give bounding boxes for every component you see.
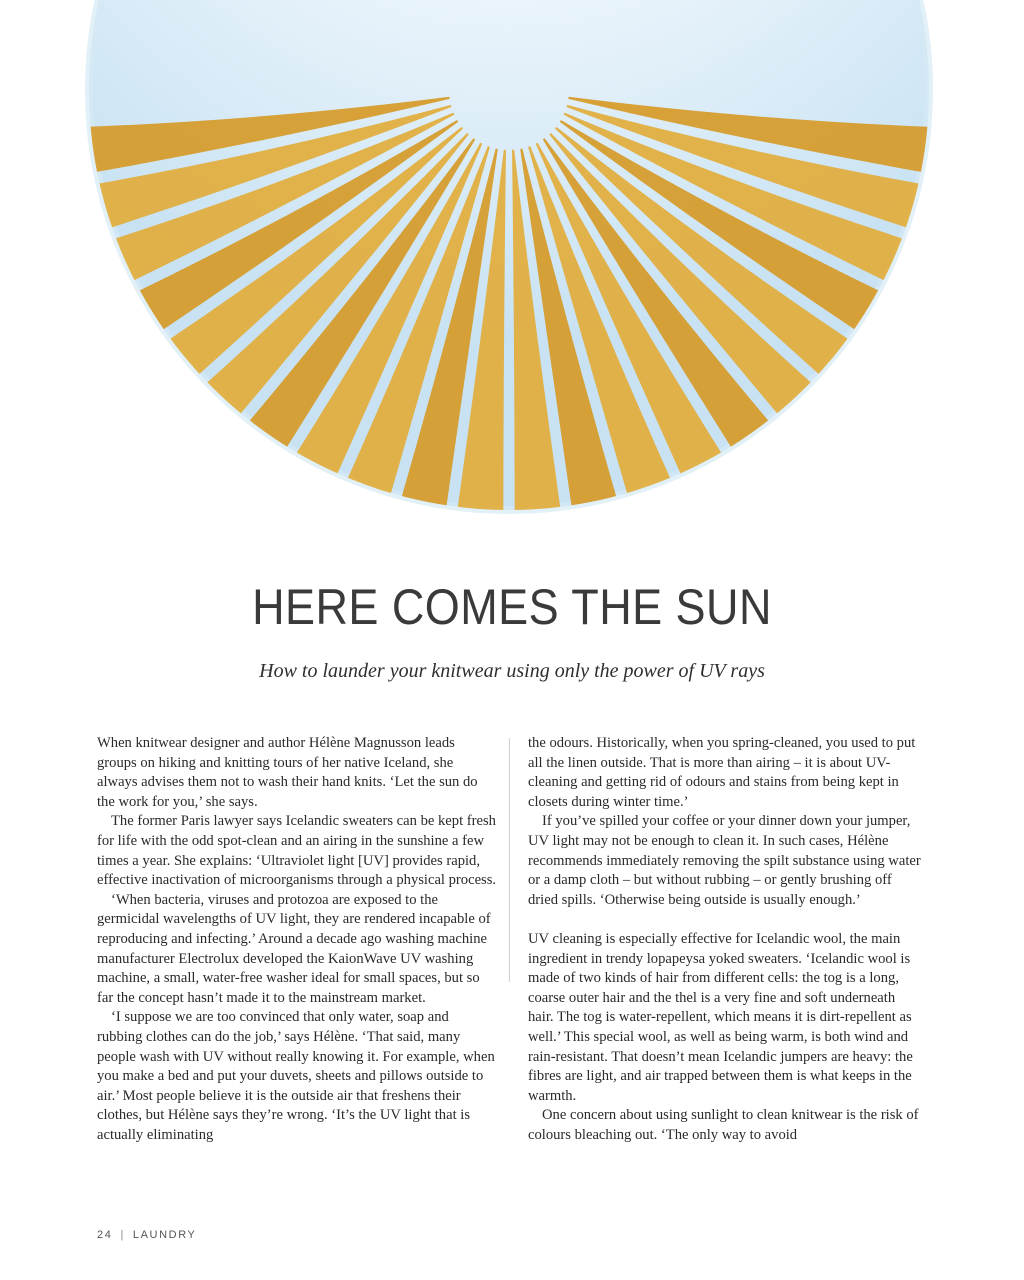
paragraph: One concern about using sunlight to clean knitwear is the risk of colours bleaching out. ‘The only way to avoid: [528, 1107, 919, 1143]
paragraph: When knitwear designer and author Hélène Magnusson leads groups on hiking and knitting tours of her native Iceland, she always advises them not to wash their hand knits. ‘Let the sun do the work for you,’ she says.: [97, 735, 478, 810]
paragraph: ‘When bacteria, viruses and protozoa are exposed to the germicidal wavelengths of UV light, they are rendered incapable of reproducing and infecting.’ Around a decade ago washing machine manufacturer Electrolux developed the KaionWave UV washing machine, a small, water-free washer ideal for small spaces, but so far the concept hasn’t made it to the mainstream market.: [97, 891, 491, 1006]
page-number: 24: [97, 1229, 113, 1241]
paragraph: If you’ve spilled your coffee or your dinner down your jumper, UV light may not be enough to clean it. In such cases, Hélène recommends immediately removing the spilt substance using water or a damp cloth – but without rubbing – or gently brushing off dried spills. ‘Otherwise being outside is usually enough.’: [528, 813, 921, 908]
column-divider: [509, 738, 510, 982]
article-title: HERE COMES THE SUN: [252, 579, 772, 635]
paragraph: the odours. Historically, when you spring-cleaned, you used to put all the linen outside. That is more than airing – it is about UV-cleaning and getting rid of odours and stains from being kept in closets during winter time.’: [528, 735, 916, 810]
paragraph: The former Paris lawyer says Icelandic sweaters can be kept fresh for life with the odd spot-clean and an airing in the sunshine a few times a year. She explains: ‘Ultraviolet light [UV] provides rapid, effective inactivation of microorganisms through a physical process.: [97, 813, 497, 889]
section-name: LAUNDRY: [132, 1229, 197, 1241]
article-subtitle: How to launder your knitwear using only the power of UV rays: [259, 660, 765, 682]
page-footer: [97, 1229, 196, 1241]
article-column-left: [97, 734, 497, 1145]
paragraph: ‘I suppose we are too convinced that only water, soap and rubbing clothes can do the job,’ says Hélène. ‘That said, many people wash with UV without really knowing it. For example, when you make a bed and put your duvets, sheets and pillows outside to air.’ Most people believe it is the outside air that freshens their clothes, but Hélène says they’re wrong. ‘It’s the UV light that is actually eliminating: [97, 1009, 495, 1143]
footer-separator: |: [120, 1229, 125, 1241]
sun-illustration-svg: [0, 0, 1024, 530]
paragraph: UV cleaning is especially effective for Icelandic wool, the main ingredient in trendy lopapeysa yoked sweaters. ‘Icelandic wool is made of two kinds of hair from different cells: the tog is a long, coarse outer hair and the thel is a very fine and soft underneath hair. The tog is water-repellent, which means it is dirt-repellent as well.’ This special wool, as well as being warm, is both wind and rain-resistant. That doesn’t mean Icelandic jumpers are heavy: the fibres are light, and air trapped between them is what keeps in the warmth.: [528, 930, 913, 1104]
article-column-right: [528, 734, 923, 1145]
sun-rays-illustration: [0, 0, 1024, 530]
